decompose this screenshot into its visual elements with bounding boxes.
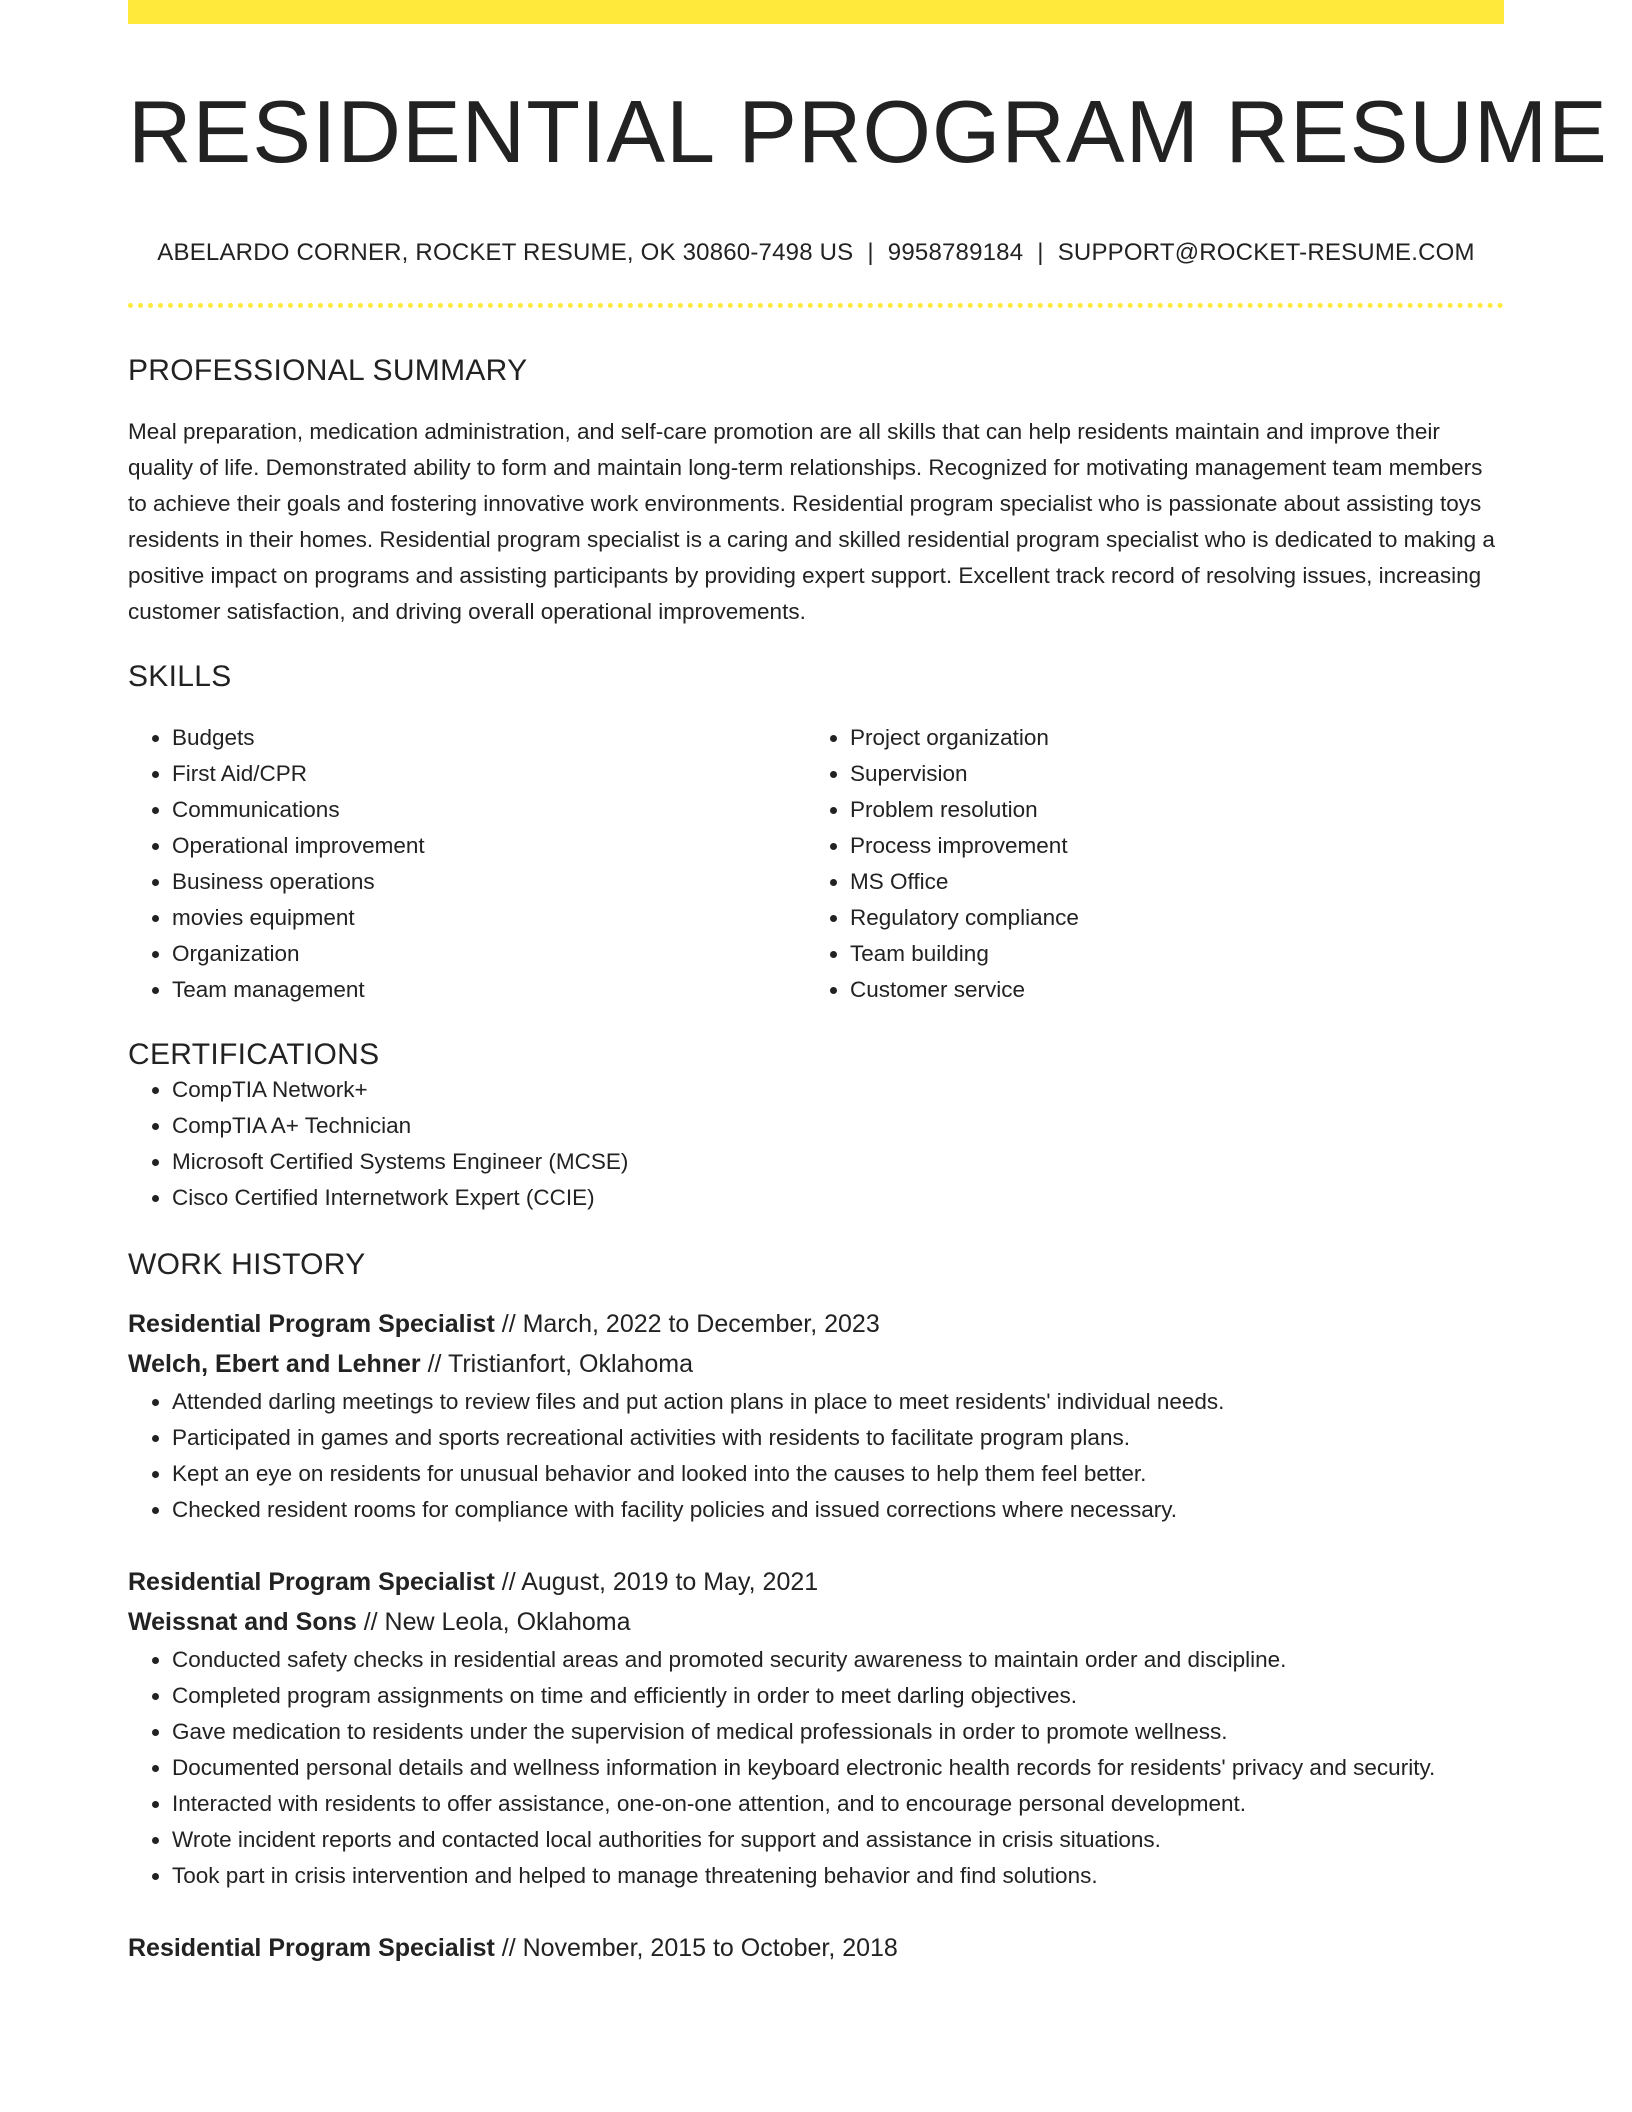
skill-item: • Operational improvement — [172, 828, 806, 864]
summary-heading: PROFESSIONAL SUMMARY — [128, 353, 528, 387]
job-dates: // August, 2019 to May, 2021 — [494, 1567, 819, 1596]
skills-list-left — [128, 720, 806, 1008]
job-dates: // November, 2015 to October, 2018 — [494, 1933, 898, 1962]
job-bullet: • Gave medication to residents under the supervision of medical professionals in order to promote wellness. — [172, 1714, 1504, 1750]
certification-item: • Cisco Certified Internetwork Expert (CCIE) — [172, 1180, 1504, 1216]
skills-column-left — [128, 720, 806, 1008]
job-title-line — [128, 1304, 1504, 1344]
job-bullet: • Attended darling meetings to review files and put action plans in place to meet residents' individual needs. — [172, 1384, 1504, 1420]
skill-item: • Budgets — [172, 720, 806, 756]
skill-item: • Regulatory compliance — [850, 900, 1484, 936]
job-bullet: • Conducted safety checks in residential areas and promoted security awareness to maintain order and discipline. — [172, 1642, 1504, 1678]
contact-separator: | — [867, 238, 874, 266]
certification-item: • CompTIA A+ Technician — [172, 1108, 1504, 1144]
job-company: Weissnat and Sons — [128, 1607, 357, 1636]
job-bullet: • Interacted with residents to offer assistance, one-on-one attention, and to encourage personal development. — [172, 1786, 1504, 1822]
skill-item: • Customer service — [850, 972, 1484, 1008]
skill-item: • Project organization — [850, 720, 1484, 756]
contact-line — [128, 239, 1504, 267]
skills-grid — [128, 720, 1504, 1008]
skill-item: • Communications — [172, 792, 806, 828]
certifications-heading: CERTIFICATIONS — [128, 1037, 380, 1071]
resume-title: RESIDENTIAL PROGRAM RESUME — [128, 82, 1608, 181]
job-title: Residential Program Specialist — [128, 1309, 495, 1338]
skill-item: • Organization — [172, 936, 806, 972]
job-bullet: • Wrote incident reports and contacted local authorities for support and assistance in crisis situations. — [172, 1822, 1504, 1858]
job-bullet: • Documented personal details and wellness information in keyboard electronic health records for residents' privacy and security. — [172, 1750, 1504, 1786]
certification-item: • CompTIA Network+ — [172, 1072, 1504, 1108]
certifications-list — [128, 1072, 1504, 1216]
skills-heading: SKILLS — [128, 659, 232, 693]
job-bullets — [128, 1384, 1504, 1528]
contact-email: SUPPORT@ROCKET-RESUME.COM — [1057, 238, 1475, 266]
job-bullet: • Completed program assignments on time and efficiently in order to meet darling objectives. — [172, 1678, 1504, 1714]
job-bullets — [128, 1642, 1504, 1894]
summary-text: Meal preparation, medication administration, and self-care promotion are all skills that can help residents maintain and improve their quality of life. Demonstrated ability to form and maintain long-term relationships. Recognized for motivating management team members to achieve their goals and fostering innovative work environments. Residential program specialist who is passionate about assisting toys residents in their homes. Residential program specialist is a caring and skilled residential program specialist who is dedicated to making a positive impact on programs and assisting participants by providing expert support. Excellent track record of resolving issues, increasing customer satisfaction, and driving overall operational improvements. — [128, 418, 1495, 624]
job-bullet: • Took part in crisis intervention and helped to manage threatening behavior and find solutions. — [172, 1858, 1504, 1894]
skill-item: • MS Office — [850, 864, 1484, 900]
job-bullet: • Checked resident rooms for compliance with facility policies and issued corrections where necessary. — [172, 1492, 1504, 1528]
job-company: Welch, Ebert and Lehner — [128, 1349, 421, 1378]
job-title-line — [128, 1928, 1504, 1968]
job-dates: // March, 2022 to December, 2023 — [494, 1309, 880, 1338]
job-entry — [128, 1562, 1504, 1894]
certification-item: • Microsoft Certified Systems Engineer (MCSE) — [172, 1144, 1504, 1180]
skill-item: • movies equipment — [172, 900, 806, 936]
job-location: // Tristianfort, Oklahoma — [420, 1349, 693, 1378]
contact-phone: 9958789184 — [887, 238, 1024, 266]
work-history-heading: WORK HISTORY — [128, 1247, 366, 1281]
skill-item: • Process improvement — [850, 828, 1484, 864]
skill-item: • Team building — [850, 936, 1484, 972]
contact-address: ABELARDO CORNER, ROCKET RESUME, OK 30860-7498 US — [157, 238, 854, 266]
job-title-line — [128, 1562, 1504, 1602]
job-entry — [128, 1304, 1504, 1528]
job-company-line — [128, 1602, 1504, 1642]
job-title: Residential Program Specialist — [128, 1567, 495, 1596]
skill-item: • Supervision — [850, 756, 1484, 792]
resume-page — [128, 0, 1608, 1968]
skill-item: • Problem resolution — [850, 792, 1484, 828]
contact-separator: | — [1037, 238, 1044, 266]
job-bullet: • Kept an eye on residents for unusual behavior and looked into the causes to help them feel better. — [172, 1456, 1504, 1492]
job-location: // New Leola, Oklahoma — [356, 1607, 631, 1636]
dotted-divider — [128, 303, 1504, 308]
job-entry — [128, 1928, 1504, 1968]
accent-bar — [128, 0, 1504, 24]
skill-item: • First Aid/CPR — [172, 756, 806, 792]
skill-item: • Team management — [172, 972, 806, 1008]
skill-item: • Business operations — [172, 864, 806, 900]
skills-list-right — [806, 720, 1484, 1008]
job-title: Residential Program Specialist — [128, 1933, 495, 1962]
job-bullet: • Participated in games and sports recreational activities with residents to facilitate program plans. — [172, 1420, 1504, 1456]
skills-column-right — [806, 720, 1484, 1008]
job-company-line — [128, 1344, 1504, 1384]
